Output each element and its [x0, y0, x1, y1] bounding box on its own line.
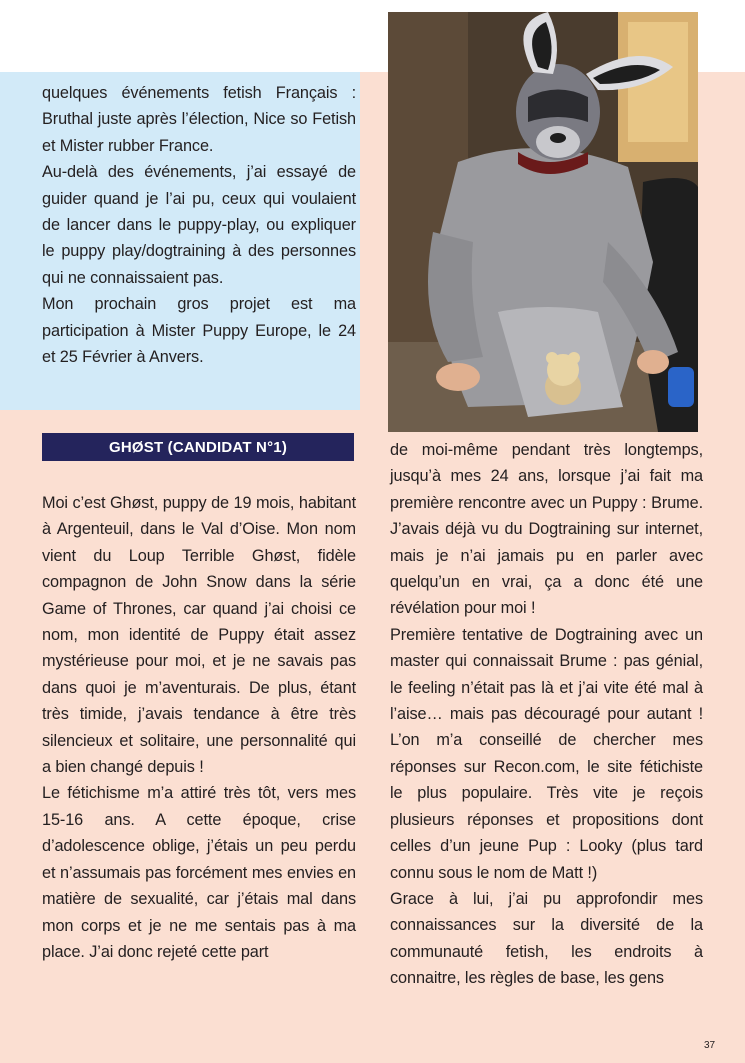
paragraph: Grace à lui, j’ai pu approfondir mes connaissances sur la diversité de la communauté fetish, les endroits à connaitre, les règles de base, les gens [390, 889, 703, 988]
paragraph: Première tentative de Dogtraining avec un master qui connaissait Brume : pas génial, le feeling n’était pas là et j’ai vite été mal à l’aise… mais pas découragé pour autant ! L’on m’a conseillé de chercher mes réponses sur Recon.com, le site fétichiste le plus populaire. Très vite je reçois plusieurs réponses et propositions dont celles d’un jeune Pup : Looky (plus tard connu sous le nom de Matt !) [390, 625, 703, 882]
paragraph: Le fétichisme m’a attiré très tôt, vers mes 15-16 ans. A cette époque, crise d’adolescence oblige, j’étais un peu perdu et n’assumais pas forcément mes envies en matière de sexualité, car j’étais mal dans mon corps et je ne me sentais pas à ma place. J’ai donc rejeté cette part [42, 784, 356, 961]
page-number: 37 [704, 1040, 716, 1051]
puppy-photo [388, 12, 698, 432]
left-column-text [42, 490, 356, 965]
section-heading [42, 433, 354, 461]
paragraph: de moi-même pendant très longtemps, jusqu’à mes 24 ans, lorsque j’ai fait ma première rencontre avec un Puppy : Brume. J’avais déjà vu du Dogtraining sur internet, mais je n’ai jamais pu en parler avec quelqu’un en vrai, ça a donc été une révélation pour moi ! [390, 441, 703, 618]
section-heading-text: GHØST (CANDIDAT N°1) [108, 438, 288, 456]
paragraph: Au-delà des événements, j’ai essayé de guider quand je l’ai pu, ceux qui voulaient de lancer dans le puppy-play, ou expliquer le puppy play/dogtraining à des personnes qui ne connaissaient pas. [42, 163, 356, 287]
paragraph: quelques événements fetish Français : Bruthal juste après l’élection, Nice so Fetish et Mister rubber France. [42, 84, 356, 155]
paragraph: Mon prochain gros projet est ma participation à Mister Puppy Europe, le 24 et 25 Février à Anvers. [42, 295, 356, 367]
paragraph: Moi c’est Ghøst, puppy de 19 mois, habitant à Argenteuil, dans le Val d’Oise. Mon nom vient du Loup Terrible Ghøst, fidèle compagnon de John Snow dans la série Game of Thrones, car quand j’ai choisi ce nom, mon identité de Puppy était assez mystérieuse pour moi, et je ne savais pas dans quoi je m’aventurais. De plus, étant très timide, j’avais tendance à être très silencieux et solitaire, une personnalité qui a bien changé depuis ! [42, 494, 356, 777]
right-column-text [390, 437, 703, 992]
blue-box-text [42, 80, 356, 370]
